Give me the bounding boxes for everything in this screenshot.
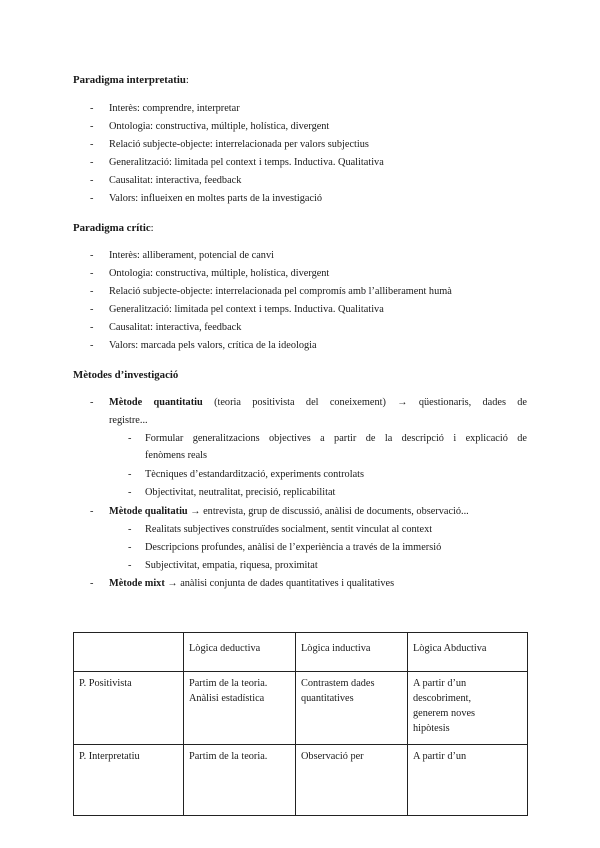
heading-colon: : (150, 222, 154, 234)
cell-line: Partim de la teoria. (189, 751, 268, 762)
cell-line: Anàlisi estadística (189, 693, 265, 704)
bullet: - (90, 103, 94, 114)
bullet: - (90, 397, 94, 408)
list-item-text: Valors: marcada pels valors, crítica de la ideologia (109, 340, 317, 351)
bullet: - (90, 340, 94, 351)
table-cell: P. Positivista (74, 672, 184, 745)
method-qualitative-text (109, 506, 469, 517)
sub-text-cont: fenòmens reals (145, 450, 208, 461)
table-row (74, 745, 528, 816)
table-cell (408, 672, 528, 745)
section-heading-critic (73, 222, 154, 234)
method-name: Mètode quantitatiu (109, 397, 203, 408)
bullet: - (128, 433, 132, 444)
list-item-text: Generalització: limitada pel context i temps. Inductiva. Qualitativa (109, 304, 384, 315)
table-cell (184, 672, 296, 745)
table-row (74, 672, 528, 745)
list-item-text: Relació subjecte-objecte: interrelacionada per valors subjectius (109, 139, 369, 150)
list-item-text: Interès: comprendre, interpretar (109, 103, 240, 114)
sub-list-item-text: Subjectivitat, empatia, riquesa, proximitat (145, 560, 318, 571)
bullet: - (128, 560, 132, 571)
method-desc: (teoria positivista del coneixement) → qüestionaris, dades de (214, 397, 528, 408)
list-item-text: Relació subjecte-objecte: interrelacionada pel compromís amb l’alliberament humà (109, 286, 452, 297)
list-item-text: Valors: influeixen en moltes parts de la investigació (109, 193, 323, 204)
method-desc: → anàlisi conjunta de dades quantitatives i qualitatives (167, 578, 395, 589)
sub-list-item-text: Objectivitat, neutralitat, precisió, replicabilitat (145, 487, 336, 498)
bullet: - (90, 268, 94, 279)
method-name: Mètode qualitatiu (109, 506, 188, 517)
bullet: - (90, 175, 94, 186)
sub-list-item-text-cont (145, 450, 207, 461)
heading-text: Paradigma crític (73, 222, 151, 234)
cell-line: A partir d’un (413, 678, 467, 689)
bullet: - (128, 542, 132, 553)
section-heading-interpretatiu (73, 74, 189, 86)
cell-line: A partir d’un (413, 751, 467, 762)
bullet: - (90, 322, 94, 333)
cell-line: Observació per (301, 751, 364, 762)
bullet: - (128, 524, 132, 535)
method-desc: → entrevista, grup de discussió, anàlisi de documents, observació... (190, 506, 469, 517)
bullet: - (90, 578, 94, 589)
list-item-text: Causalitat: interactiva, feedback (109, 322, 242, 333)
section-heading-metodes: Mètodes d’investigació (73, 369, 179, 381)
table-header-cell: Lògica Abductiva (408, 633, 528, 672)
sub-list-item-text: Descripcions profundes, anàlisi de l’experiència a través de la immersió (145, 542, 442, 553)
method-desc-cont: registre... (109, 415, 148, 426)
table-header-cell: Lògica inductiva (296, 633, 408, 672)
cell-line: generem noves (413, 708, 476, 719)
bullet: - (90, 250, 94, 261)
table-header-row (74, 633, 528, 672)
sub-list-item-text: Formular generalitzacions objectives a partir de la descripció i explicació de (145, 433, 527, 444)
table-cell (408, 745, 528, 816)
bullet: - (90, 139, 94, 150)
table-cell: P. Interpretatiu (74, 745, 184, 816)
list-item-text: Ontologia: constructiva, múltiple, holística, divergent (109, 121, 330, 132)
bullet: - (128, 487, 132, 498)
cell-line: descobriment, (413, 693, 472, 704)
table-cell (296, 745, 408, 816)
sub-list-item-text: Realitats subjectives construïdes socialment, sentit vinculat al context (145, 524, 433, 535)
bullet: - (90, 286, 94, 297)
list-item-text: Generalització: limitada pel context i temps. Inductiva. Qualitativa (109, 157, 384, 168)
bullet: - (90, 193, 94, 204)
bullet: - (128, 469, 132, 480)
bullet: - (90, 157, 94, 168)
cell-line: hipòtesis (413, 723, 450, 734)
bullet: - (90, 121, 94, 132)
list-item-text: Interès: alliberament, potencial de canvi (109, 250, 274, 261)
cell-line: Contrastem dades (301, 678, 375, 689)
list-item-text: Ontologia: constructiva, múltiple, holística, divergent (109, 268, 330, 279)
table-header-cell (74, 633, 184, 672)
bullet: - (90, 506, 94, 517)
method-quantitative-line1 (109, 397, 527, 408)
heading-text: Paradigma interpretatiu (73, 74, 186, 86)
table-cell (296, 672, 408, 745)
list-item-text: Causalitat: interactiva, feedback (109, 175, 242, 186)
bullet: - (90, 304, 94, 315)
cell-line: Partim de la teoria. (189, 678, 268, 689)
cell-line: quantitatives (301, 693, 354, 704)
table-cell (184, 745, 296, 816)
logic-table (73, 632, 528, 816)
method-mixed-text (109, 578, 394, 589)
method-name: Mètode mixt (109, 578, 165, 589)
sub-list-item-text: Tècniques d’estandardització, experiments controlats (145, 469, 365, 480)
method-quantitative-line2 (109, 415, 148, 426)
table-header-cell: Lògica deductiva (184, 633, 296, 672)
heading-colon: : (185, 74, 189, 86)
